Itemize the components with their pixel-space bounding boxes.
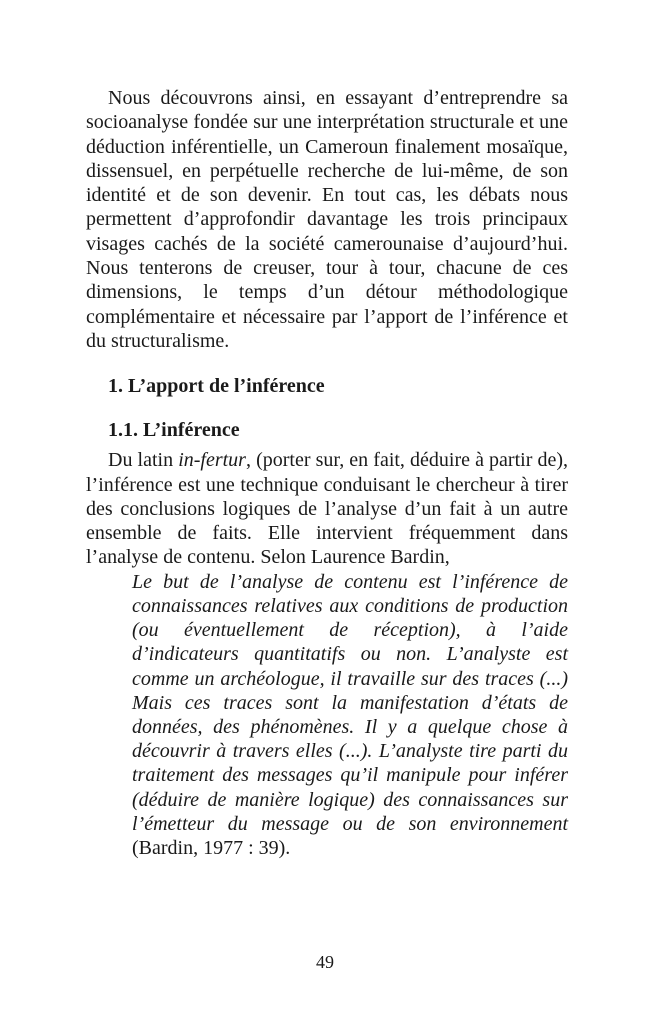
- quote-text: Le but de l’analyse de contenu est l’inférence de connaissances relatives aux conditions de production (ou éventuellement de réception), à l’aide d’indicateurs quantitatifs ou non. L’analyste est comme un archéologue, il travaille sur des traces (...) Mais ces traces sont la manifestation d’états de données, des phénomènes. Il y a quelque chose à découvrir à travers elles (...). L’analyste tire parti du traitement des messages qu’il manipule pour inférer (déduire de manière logique) des connaissances sur l’émetteur du message ou de son environnement: [132, 570, 568, 835]
- page-body: [86, 86, 568, 860]
- block-quote: [132, 570, 568, 860]
- section-heading: 1. L’apport de l’inférence: [108, 375, 325, 398]
- paragraph-inference-rest: , (porter sur, en fait, déduire à partir de), l’inférence est une technique conduisant le chercheur à tirer des conclusions logiques de l’analyse d’un fait à un autre ensemble de faits. Elle intervient fréquemment dans l’analyse de contenu. Selon Laurence Bardin,: [86, 449, 568, 569]
- subsection-heading: 1.1. L’inférence: [108, 419, 240, 442]
- paragraph-intro: Nous découvrons ainsi, en essayant d’entreprendre sa socioanalyse fondée sur une interprétation structurale et une déduction inférentielle, un Cameroun finalement mosaïque, dissensuel, en perpétuelle recherche de lui-même, de son identité et de son devenir. En tout cas, les débats nous permettent d’approfondir davantage les trois principaux visages cachés de la société camerounaise d’aujourd’hui. Nous tenterons de creuser, tour à tour, chacune de ces dimensions, le temps d’un détour méthodologique complémentaire et nécessaire par l’apport de l’inférence et du structuralisme.: [86, 87, 568, 352]
- paragraph-inference: [86, 448, 568, 569]
- latin-term: in-fertur: [178, 449, 246, 472]
- page-number: 49: [316, 952, 334, 972]
- quote-citation: (Bardin, 1977 : 39).: [132, 836, 291, 859]
- paragraph-inference-lead: Du latin: [108, 449, 179, 472]
